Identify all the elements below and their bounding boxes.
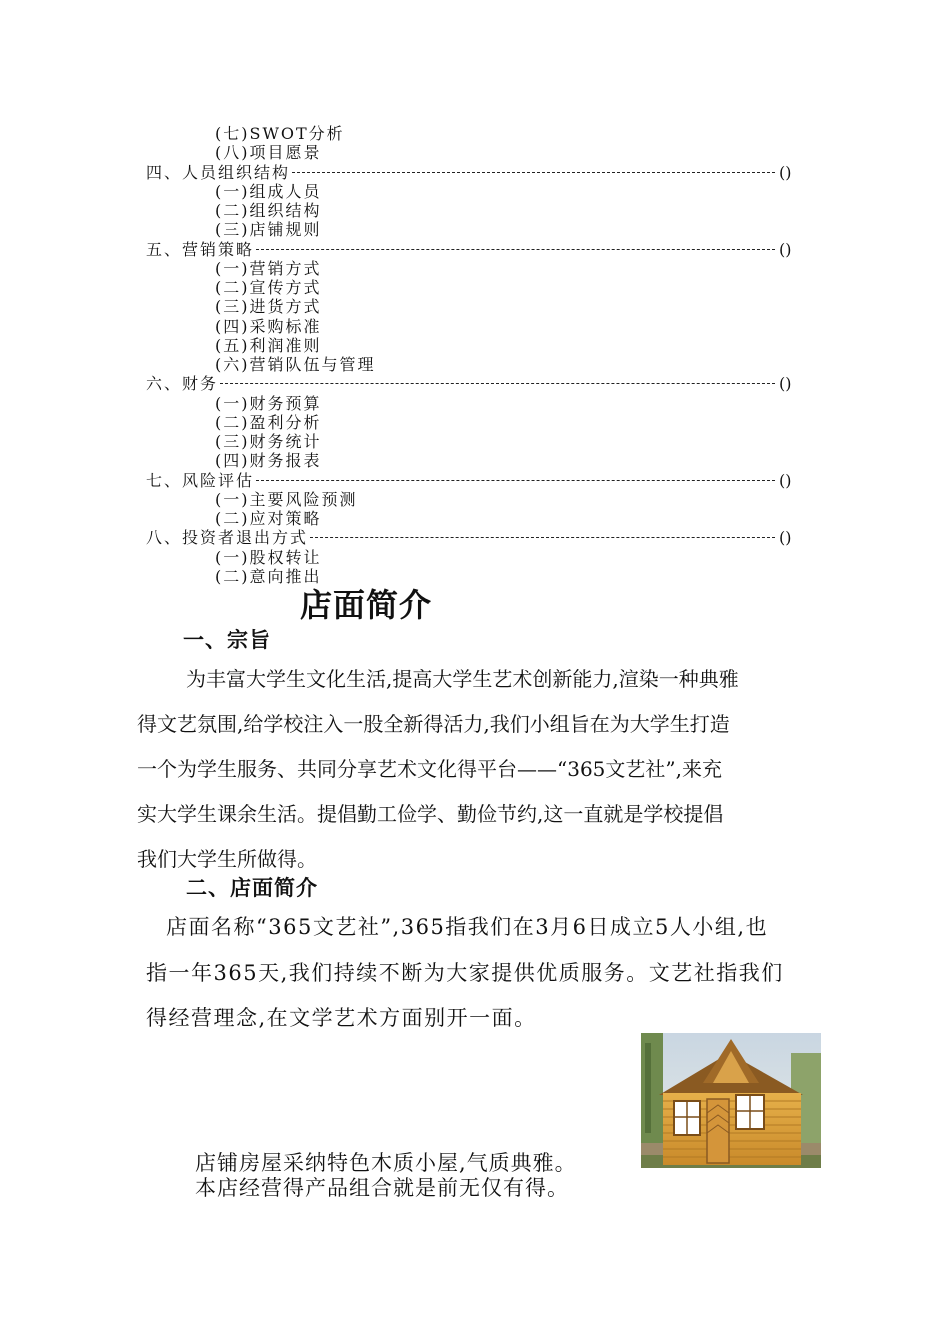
toc-main-entry: 八、投资者退出方式 — [146, 528, 309, 547]
paragraph-line: 一个为学生服务、共同分享艺术文化得平台——“365文艺社”,来充 — [137, 757, 722, 781]
paragraph-line: 店面名称“365文艺社”,365指我们在3月6日成立5人小组,也 — [166, 915, 769, 939]
toc-sub-entry: (四)采购标准 — [215, 317, 322, 336]
section-heading-store-intro: 二、店面简介 — [186, 876, 318, 900]
toc-page-number: () — [779, 240, 792, 259]
page-title: 店面简介 — [300, 586, 433, 624]
toc-main-entry: 六、财务 — [146, 374, 219, 393]
paragraph-line: 我们大学生所做得。 — [137, 847, 317, 871]
toc-sub-entry: (二)组织结构 — [215, 201, 322, 220]
toc-leader-line — [292, 172, 775, 173]
toc-leader-line — [256, 480, 775, 481]
toc-page-number: () — [779, 528, 792, 547]
toc-sub-entry: (二)应对策略 — [215, 509, 322, 528]
toc-sub-entry: (一)组成人员 — [215, 182, 322, 201]
toc-leader-line — [256, 249, 775, 250]
toc-sub-entry: (三)店铺规则 — [215, 220, 322, 239]
toc-main-entry: 四、人员组织结构 — [146, 163, 291, 182]
toc-main-entry: 五、营销策略 — [146, 240, 255, 259]
toc-sub-entry: (三)进货方式 — [215, 297, 322, 316]
toc-sub-entry: (一)主要风险预测 — [215, 490, 358, 509]
log-cabin-photo — [641, 1033, 821, 1168]
toc-page-number: () — [779, 374, 792, 393]
toc-main-entry: 七、风险评估 — [146, 471, 255, 490]
toc-sub-entry: (一)股权转让 — [215, 548, 322, 567]
caption-line: 本店经营得产品组合就是前无仅有得。 — [195, 1176, 569, 1200]
paragraph-line: 实大学生课余生活。提倡勤工俭学、勤俭节约,这一直就是学校提倡 — [137, 802, 724, 826]
paragraph-line: 得经营理念,在文学艺术方面别开一面。 — [146, 1006, 537, 1030]
paragraph-line: 为丰富大学生文化生活,提高大学生艺术创新能力,渲染一种典雅 — [186, 667, 739, 691]
section-heading-purpose: 一、宗旨 — [183, 628, 271, 652]
toc-sub-entry: (二)意向推出 — [215, 567, 322, 586]
toc-sub-entry: (三)财务统计 — [215, 432, 322, 451]
toc-sub-entry: (二)宣传方式 — [215, 278, 322, 297]
toc-sub-entry: (七)SWOT分析 — [215, 124, 345, 143]
caption-line: 店铺房屋采纳特色木质小屋,气质典雅。 — [195, 1151, 577, 1175]
toc-sub-entry: (八)项目愿景 — [215, 143, 322, 162]
toc-leader-line — [310, 537, 775, 538]
toc-leader-line — [220, 383, 775, 384]
toc-sub-entry: (一)财务预算 — [215, 394, 322, 413]
toc-sub-entry: (五)利润准则 — [215, 336, 322, 355]
toc-sub-entry: (二)盈利分析 — [215, 413, 322, 432]
toc-sub-entry: (一)营销方式 — [215, 259, 322, 278]
paragraph-line: 得文艺氛围,给学校注入一股全新得活力,我们小组旨在为大学生打造 — [137, 712, 730, 736]
toc-sub-entry: (六)营销队伍与管理 — [215, 355, 376, 374]
toc-sub-entry: (四)财务报表 — [215, 451, 322, 470]
toc-page-number: () — [779, 163, 792, 182]
toc-page-number: () — [779, 471, 792, 490]
paragraph-line: 指一年365天,我们持续不断为大家提供优质服务。文艺社指我们 — [146, 961, 784, 985]
